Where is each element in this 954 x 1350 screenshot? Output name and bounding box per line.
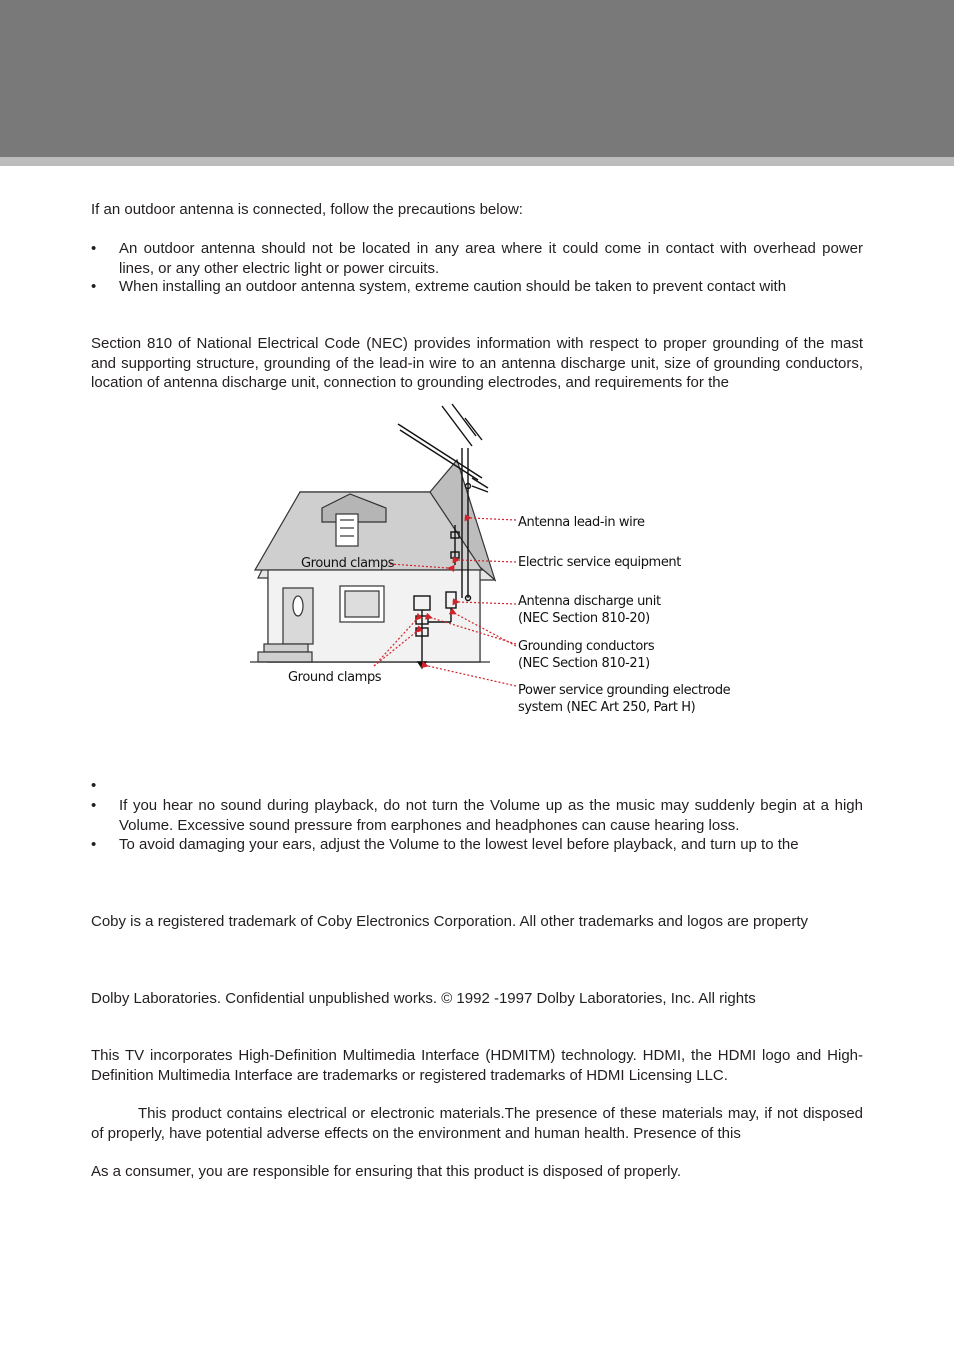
consumer-notice: As a consumer, you are responsible for ensuring that this product is disposed of properly.: [91, 1163, 682, 1180]
coby-trademark: Coby is a registered trademark of Coby Electronics Corporation. All other trademarks and logos are property: [91, 913, 809, 930]
bullet-dot: •: [91, 240, 97, 257]
label-grounding-conductors: Grounding conductors: [518, 639, 655, 654]
intro-text: If an outdoor antenna is connected, follow the precautions below:: [91, 201, 523, 218]
label-discharge-unit: Antenna discharge unit: [518, 594, 661, 609]
volume-bullet: [91, 796, 863, 835]
label-power-service: Power service grounding electrode: [518, 683, 730, 698]
bullet-dot: •: [91, 797, 97, 814]
hdmi-notice: This TV incorporates High-Definition Multimedia Interface (HDMITM) technology. HDMI, the HDMI logo and High-Definition Multimedia Interface are trademarks or registered trademarks of HDMI Licensing LLC.: [91, 1047, 863, 1084]
bullet-dot: •: [91, 836, 97, 853]
label-grounding-conductors-nec: (NEC Section 810-21): [518, 656, 650, 671]
label-antenna-lead-in: Antenna lead-in wire: [518, 515, 645, 530]
disposal-notice: [91, 1104, 863, 1143]
antenna-grounding-diagram: [250, 400, 730, 720]
label-ground-clamps-bottom: Ground clamps: [288, 670, 382, 685]
label-discharge-unit-nec: (NEC Section 810-20): [518, 611, 650, 626]
antenna-bullet: [91, 277, 863, 297]
volume-bullet: [91, 835, 863, 855]
header-band: [0, 0, 954, 157]
volume-bullet-text: To avoid damaging your ears, adjust the Volume to the lowest level before playback, and turn up to the: [119, 836, 799, 853]
volume-bullet-text: If you hear no sound during playback, do not turn the Volume up as the music may suddenly begin at a high Volume. Excessive sound pressure from earphones and headphones can cause hearing loss.: [119, 797, 863, 834]
disposal-text: This product contains electrical or electronic materials.The presence of these materials may, if not disposed of properly, have potential adverse effects on the environment and human health. Presence of this: [91, 1105, 863, 1142]
bullet-dot: •: [91, 777, 97, 794]
label-electric-service: Electric service equipment: [518, 555, 681, 570]
label-power-service-nec: system (NEC Art 250, Part H): [518, 700, 696, 715]
dolby-notice: Dolby Laboratories. Confidential unpublished works. © 1992 -1997 Dolby Laboratories, Inc. All rights: [91, 990, 756, 1007]
nec-paragraph: Section 810 of National Electrical Code (NEC) provides information with respect to proper grounding of the mast and supporting structure, grounding of the lead-in wire to an antenna discharge unit, size of grounding conductors, location of antenna discharge unit, connection to grounding electrodes, and requirements for the: [91, 335, 863, 391]
antenna-bullet-text: An outdoor antenna should not be located in any area where it could come in contact with overhead power lines, or any other electric light or power circuits.: [119, 240, 863, 277]
label-ground-clamps-top: Ground clamps: [301, 556, 395, 571]
header-stripe: [0, 157, 954, 166]
bullet-dot: •: [91, 278, 97, 295]
antenna-bullet: [91, 239, 863, 278]
antenna-bullet-text: When installing an outdoor antenna system, extreme caution should be taken to prevent contact with: [119, 278, 787, 295]
